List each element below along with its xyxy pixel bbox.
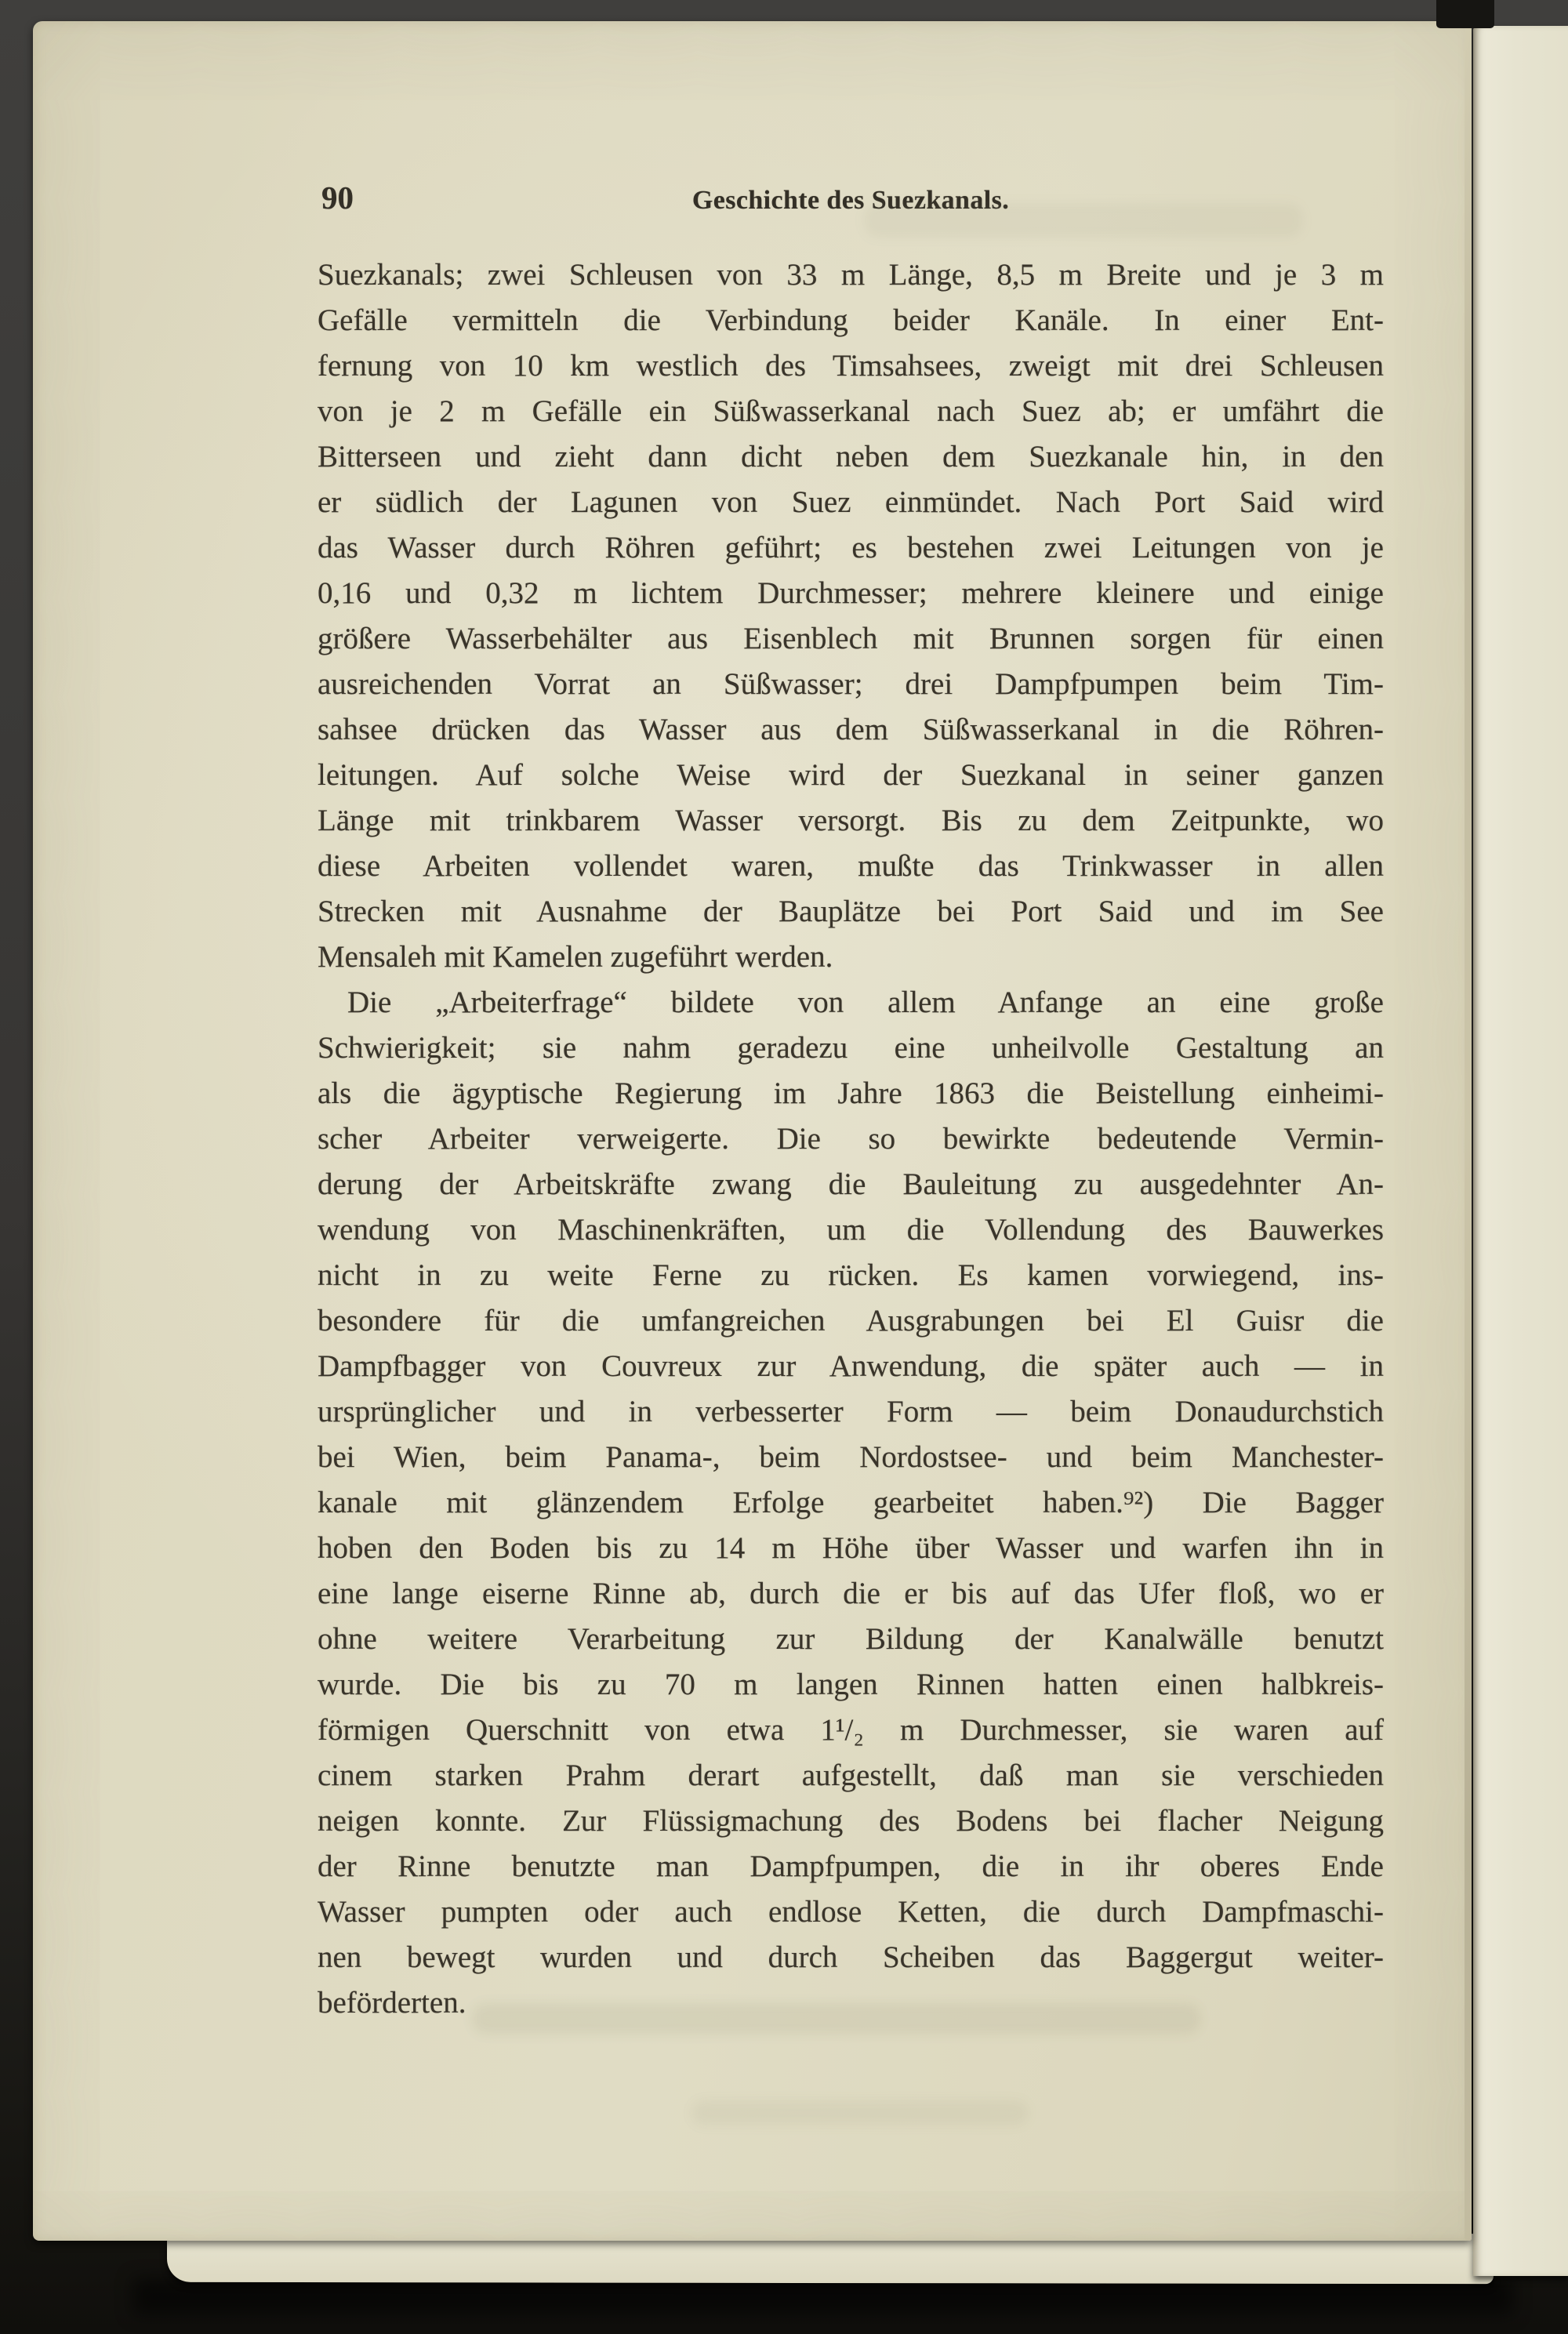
text-line: der Rinne benutzte man Dampfpumpen, die in ihr oberes Ende (318, 1849, 1384, 1883)
text-line: größere Wasserbehälter aus Eisenblech mit Brunnen sorgen für einen (318, 622, 1384, 655)
text-line: eine lange eiserne Rinne ab, durch die er bis auf das Ufer floß, wo er (318, 1577, 1384, 1610)
text-line: derung der Arbeitskräfte zwang die Bauleitung zu ausgedehnter An- (318, 1167, 1384, 1201)
book-page (33, 21, 1472, 2241)
text-line: leitungen. Auf solche Weise wird der Suezkanal in seiner ganzen (318, 758, 1384, 792)
text-line: cinem starken Prahm derart aufgestellt, daß man sie verschieden (318, 1759, 1384, 1792)
text-line: diese Arbeiten vollendet waren, mußte das Trinkwasser in allen (318, 849, 1384, 883)
running-header: Geschichte des Suezkanals. (691, 186, 1010, 215)
text-line: Dampfbagger von Couvreux zur Anwendung, die später auch — in (318, 1349, 1384, 1383)
text-line: ursprünglicher und in verbesserter Form — beim Donaudurchstich (318, 1395, 1384, 1428)
text-line: Suezkanals; zwei Schleusen von 33 m Länge, 8,5 m Breite und je 3 m (318, 258, 1384, 292)
page-gap-notch (1436, 0, 1494, 28)
text-line: bei Wien, beim Panama-, beim Nordostsee- und beim Manchester- (318, 1440, 1384, 1474)
text-line: er südlich der Lagunen von Suez einmündet. Nach Port Said wird (318, 485, 1384, 519)
text-line: ohne weitere Verarbeitung zur Bildung der Kanalwälle benutzt (318, 1622, 1384, 1656)
text-line: Schwierigkeit; sie nahm geradezu eine unheilvolle Gestaltung an (318, 1031, 1384, 1065)
page-drop-shadow (133, 2278, 1513, 2314)
text-line: scher Arbeiter verweigerte. Die so bewirkte bedeutende Vermin- (318, 1122, 1384, 1156)
next-page-fore-edge (1473, 26, 1568, 2276)
text-line: kanale mit glänzendem Erfolge gearbeitet haben.⁹²) Die Bagger (318, 1486, 1384, 1519)
text-line: 0,16 und 0,32 m lichtem Durchmesser; mehrere kleinere und einige (318, 576, 1384, 610)
text-line: ausreichenden Vorrat an Süßwasser; drei Dampfpumpen beim Tim- (318, 667, 1384, 701)
bleed-through-smudge (472, 2003, 1201, 2035)
text-line: Wasser pumpten oder auch endlose Ketten, die durch Dampfmaschi- (318, 1895, 1384, 1929)
text-line: das Wasser durch Röhren geführt; es bestehen zwei Leitungen von je (318, 531, 1384, 564)
text-line: als die ägyptische Regierung im Jahre 1863 die Beistellung einheimi- (318, 1076, 1384, 1110)
text-line: von je 2 m Gefälle ein Süßwasserkanal nach Suez ab; er umfährt die (318, 394, 1384, 428)
text-line: wendung von Maschinenkräften, um die Vollendung des Bauwerkes (318, 1213, 1384, 1247)
text-block (318, 252, 1384, 2026)
text-line: Mensaleh mit Kamelen zugeführt werden. (318, 940, 833, 974)
text-line: beförderten. (318, 1986, 466, 2020)
text-line: Gefälle vermitteln die Verbindung beider Kanäle. In einer Ent- (318, 303, 1384, 337)
bleed-through-smudge (691, 2100, 1029, 2125)
text-line: Länge mit trinkbarem Wasser versorgt. Bis zu dem Zeitpunkte, wo (318, 804, 1384, 837)
text-line: hoben den Boden bis zu 14 m Höhe über Wasser und warfen ihn in (318, 1531, 1384, 1565)
text-line: Die „Arbeiterfrage“ bildete von allem Anfange an eine große (347, 986, 1384, 1019)
bleed-through-smudge (864, 203, 1303, 238)
text-line: Bitterseen und zieht dann dicht neben dem Suezkanale hin, in den (318, 440, 1384, 474)
text-line: nen bewegt wurden und durch Scheiben das Baggergut weiter- (318, 1940, 1384, 1974)
text-line: sahsee drücken das Wasser aus dem Süßwasserkanal in die Röhren- (318, 713, 1384, 746)
text-line: Strecken mit Ausnahme der Bauplätze bei Port Said und im See (318, 895, 1384, 928)
page-edge-seam (1465, 21, 1472, 2241)
text-line: förmigen Querschnitt von etwa 1¹/₂ m Durchmesser, sie waren auf (318, 1713, 1384, 1747)
page-number: 90 (321, 180, 354, 216)
text-line: wurde. Die bis zu 70 m langen Rinnen hatten einen halbkreis- (318, 1668, 1384, 1701)
text-line: fernung von 10 km westlich des Timsahsees, zweigt mit drei Schleusen (318, 349, 1384, 383)
text-line: nicht in zu weite Ferne zu rücken. Es kamen vorwiegend, ins- (318, 1258, 1384, 1292)
text-line: neigen konnte. Zur Flüssigmachung des Bodens bei flacher Neigung (318, 1804, 1384, 1838)
text-line: besondere für die umfangreichen Ausgrabungen bei El Guisr die (318, 1304, 1384, 1338)
